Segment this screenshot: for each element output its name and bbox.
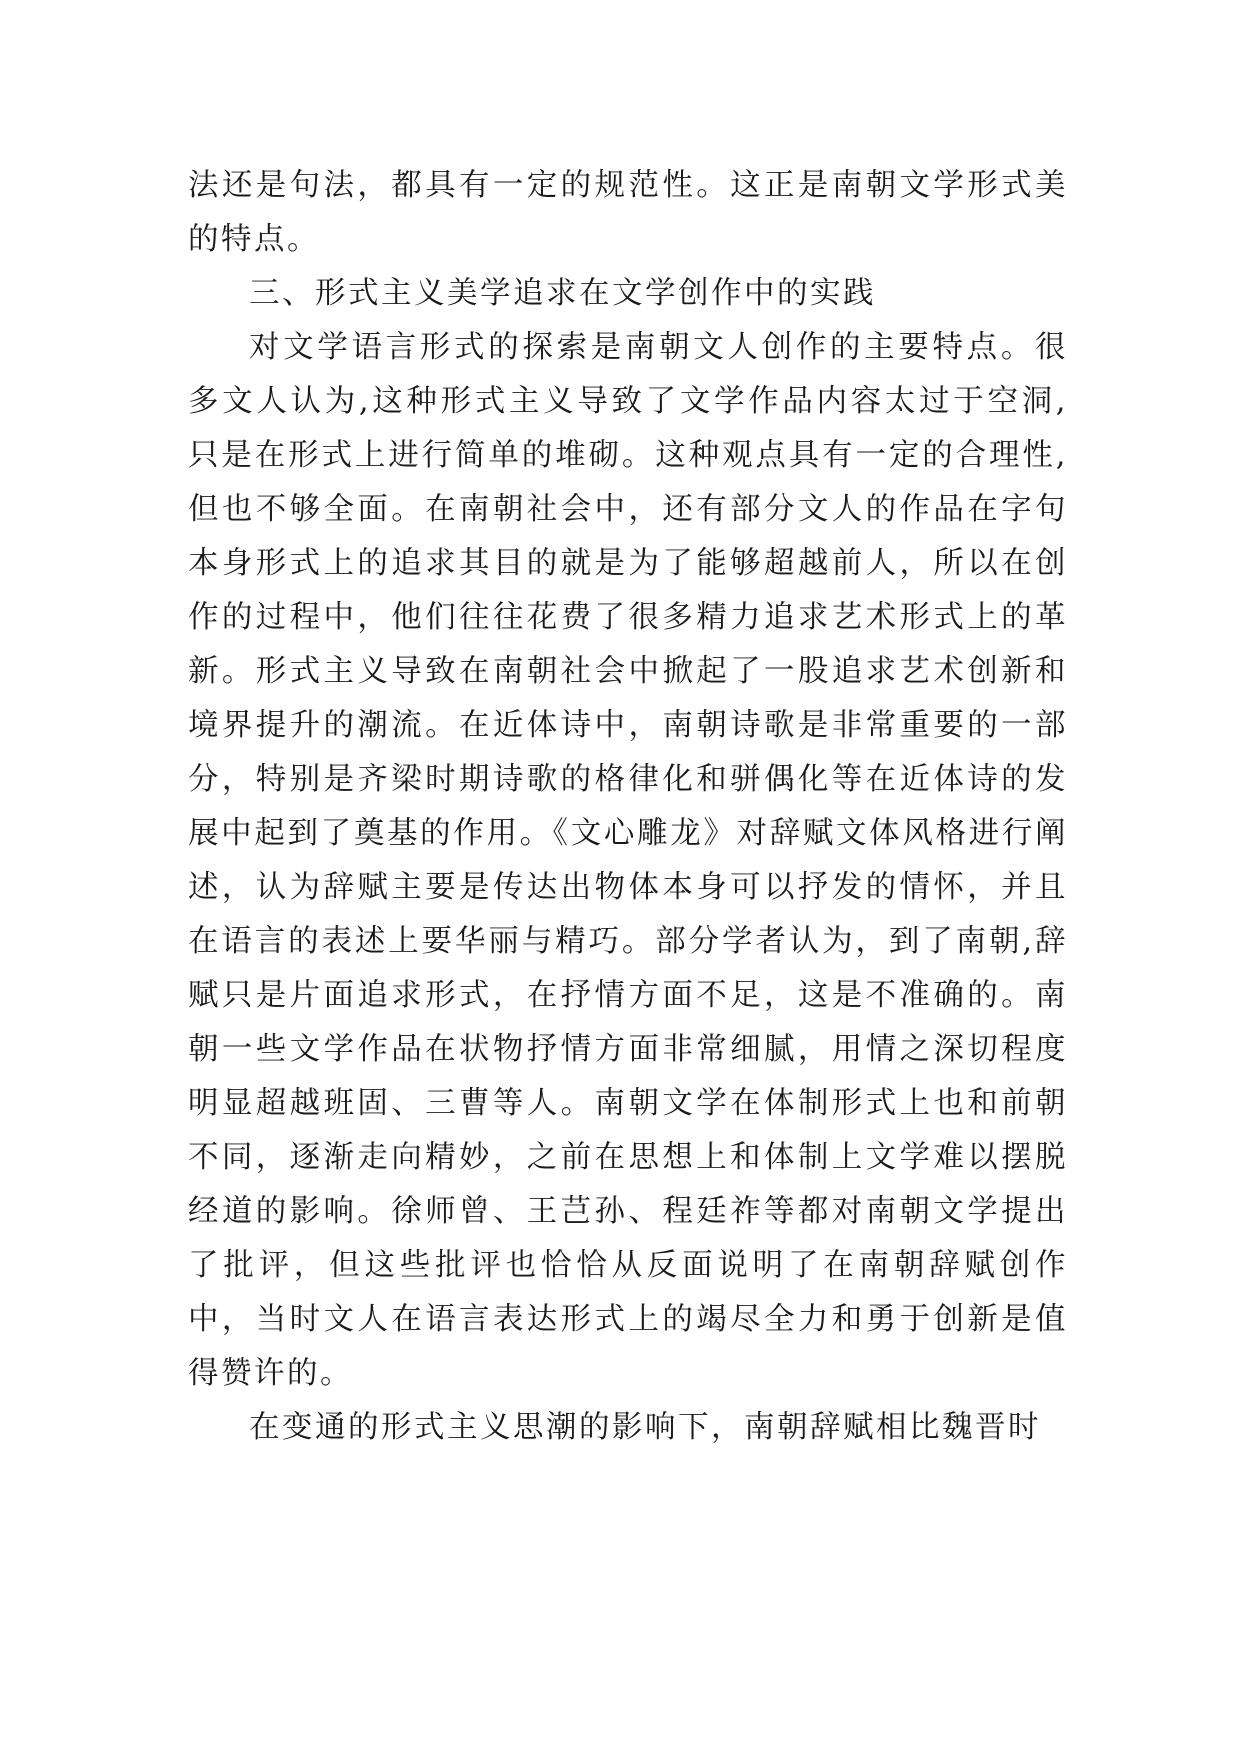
- paragraph: 在变通的形式主义思潮的影响下，南朝辞赋相比魏晋时: [249, 1410, 1041, 1445]
- body-text: [188, 159, 1068, 1455]
- section-heading: 三、形式主义美学追求在文学创作中的实践: [249, 276, 876, 311]
- paragraph-continuation: 法还是句法，都具有一定的规范性。这正是南朝文学形式美的特点。: [188, 168, 1068, 257]
- paragraph: 对文学语言形式的探索是南朝文人创作的主要特点。很多文人认为,这种形式主义导致了文学作品内容太过于空洞,只是在形式上进行简单的堆砌。这种观点具有一定的合理性,但也不够全面。在南朝社会中，还有部分文人的作品在字句本身形式上的追求其目的就是为了能够超越前人，所以在创作的过程中，他们往往花费了很多精力追求艺术形式上的革新。形式主义导致在南朝社会中掀起了一股追求艺术创新和境界提升的潮流。在近体诗中，南朝诗歌是非常重要的一部分，特别是齐梁时期诗歌的格律化和骈偶化等在近体诗的发展中起到了奠基的作用。《文心雕龙》对辞赋文体风格进行阐述，认为辞赋主要是传达出物体本身可以抒发的情怀，并且在语言的表述上要华丽与精巧。部分学者认为，到了南朝,辞赋只是片面追求形式，在抒情方面不足，这是不准确的。南朝一些文学作品在状物抒情方面非常细腻，用情之深切程度明显超越班固、三曹等人。南朝文学在体制形式上也和前朝不同，逐渐走向精妙，之前在思想上和体制上文学难以摆脱经道的影响。徐师曾、王芑孙、程廷祚等都对南朝文学提出了批评，但这些批评也恰恰从反面说明了在南朝辞赋创作中，当时文人在语言表达形式上的竭尽全力和勇于创新是值得赞许的。: [188, 330, 1068, 1391]
